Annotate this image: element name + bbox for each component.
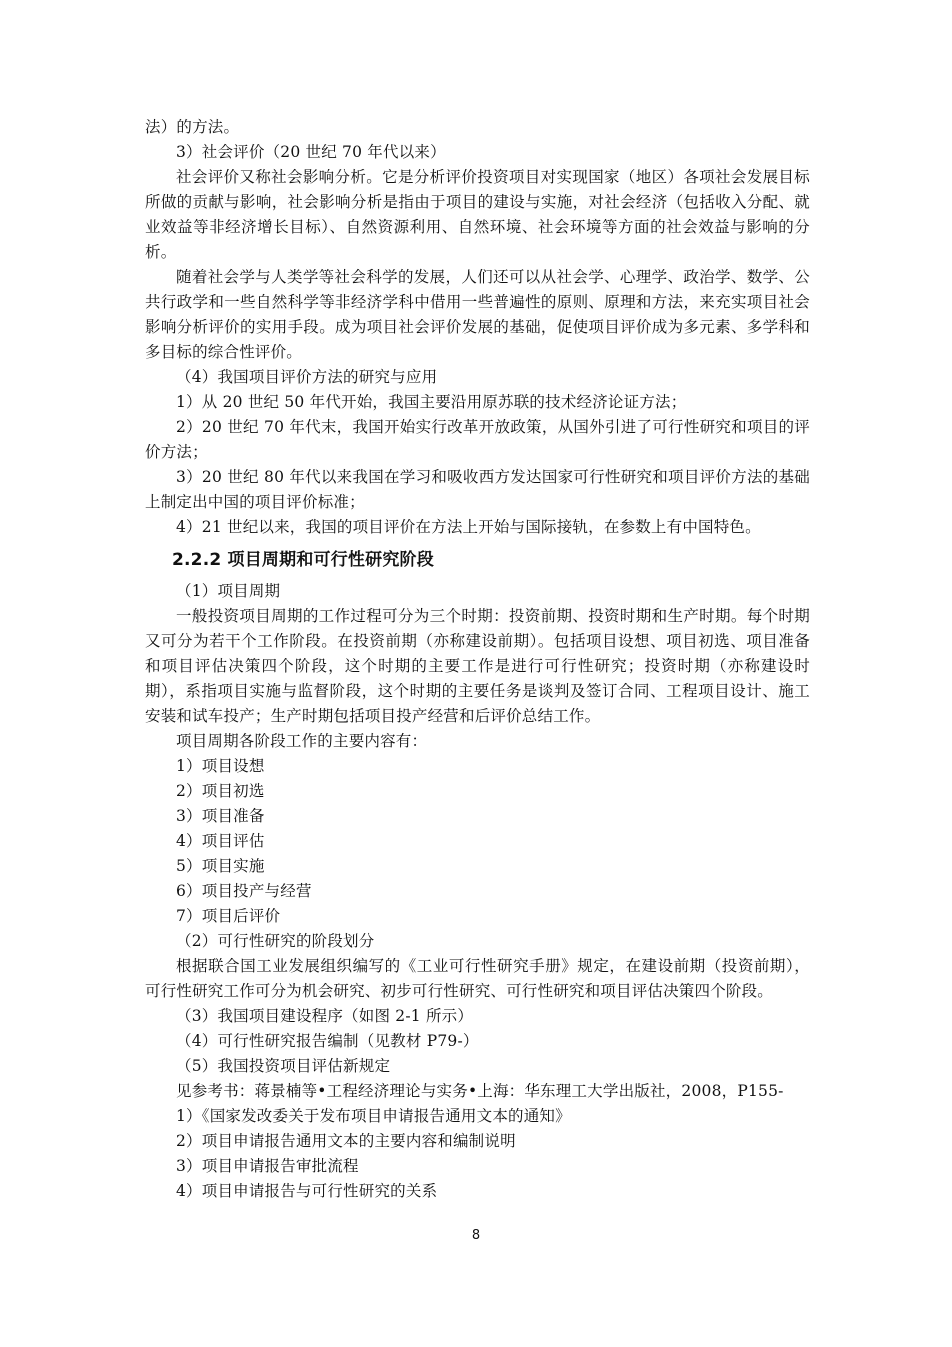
list-item: 2）项目申请报告通用文本的主要内容和编制说明: [176, 1132, 516, 1150]
reference-note: 见参考书：蒋景楠等•工程经济理论与实务•上海：华东理工大学出版社，2008，P155-: [176, 1082, 784, 1100]
subheading: （1）项目周期: [176, 582, 281, 600]
list-item: 3）项目准备: [176, 807, 265, 825]
paragraph: 随着社会学与人类学等社会科学的发展，人们还可以从社会学、心理学、政治学、数学、公共行政学和一些自然科学等非经济学科中借用一些普遍性的原则、原理和方法，来充实项目社会影响分析评价的实用手段。成为项目社会评价发展的基础，促使项目评价成为多元素、多学科和多目标的综合性评价。: [145, 268, 810, 361]
paragraph: 法）的方法。: [145, 118, 240, 136]
list-item: 3）20 世纪 80 年代以来我国在学习和吸收西方发达国家可行性研究和项目评价方法的基础上制定出中国的项目评价标准；: [145, 468, 810, 511]
list-item: 3）社会评价（20 世纪 70 年代以来）: [176, 143, 446, 161]
list-item: 6）项目投产与经营: [176, 882, 312, 900]
paragraph: 项目周期各阶段工作的主要内容有：: [176, 732, 428, 750]
paragraph: 根据联合国工业发展组织编写的《工业可行性研究手册》规定，在建设前期（投资前期），可行性研究工作可分为机会研究、初步可行性研究、可行性研究和项目评估决策四个阶段。: [145, 957, 810, 1000]
section-heading: 2.2.2 项目周期和可行性研究阶段: [172, 550, 434, 570]
subheading: （4）我国项目评价方法的研究与应用: [176, 368, 438, 386]
subheading: （5）我国投资项目评估新规定: [176, 1057, 391, 1075]
paragraph: 社会评价又称社会影响分析。它是分析评价投资项目对实现国家（地区）各项社会发展目标所做的贡献与影响，社会影响分析是指由于项目的建设与实施，对社会经济（包括收入分配、就业效益等非经济增长目标）、自然资源利用、自然环境、社会环境等方面的社会效益与影响的分析。: [145, 168, 810, 261]
list-item: 4）21 世纪以来，我国的项目评价在方法上开始与国际接轨，在参数上有中国特色。: [176, 518, 761, 536]
list-item: 7）项目后评价: [176, 907, 281, 925]
list-item: 4）项目申请报告与可行性研究的关系: [176, 1182, 438, 1200]
subheading: （4）可行性研究报告编制（见教材 P79-）: [176, 1032, 479, 1050]
page-body: [145, 115, 810, 1204]
list-item: 2）项目初选: [176, 782, 265, 800]
list-item: 3）项目申请报告审批流程: [176, 1157, 359, 1175]
subheading: （3）我国项目建设程序（如图 2-1 所示）: [176, 1007, 474, 1025]
list-item: 1）《国家发改委关于发布项目申请报告通用文本的通知》: [176, 1107, 571, 1125]
subheading: （2）可行性研究的阶段划分: [176, 932, 375, 950]
list-item: 4）项目评估: [176, 832, 265, 850]
page-number: 8: [471, 1228, 481, 1243]
list-item: 2）20 世纪 70 年代末，我国开始实行改革开放政策，从国外引进了可行性研究和项目的评价方法；: [145, 418, 810, 461]
list-item: 1）项目设想: [176, 757, 265, 775]
list-item: 5）项目实施: [176, 857, 265, 875]
list-item: 1）从 20 世纪 50 年代开始，我国主要沿用原苏联的技术经济论证方法；: [176, 393, 687, 411]
paragraph: 一般投资项目周期的工作过程可分为三个时期：投资前期、投资时期和生产时期。每个时期又可分为若干个工作阶段。在投资前期（亦称建设前期）。包括项目设想、项目初选、项目准备和项目评估决策四个阶段，这个时期的主要工作是进行可行性研究；投资时期（亦称建设时期），系指项目实施与监督阶段，这个时期的主要任务是谈判及签订合同、工程项目设计、施工安装和试车投产；生产时期包括项目投产经营和后评价总结工作。: [145, 607, 810, 725]
